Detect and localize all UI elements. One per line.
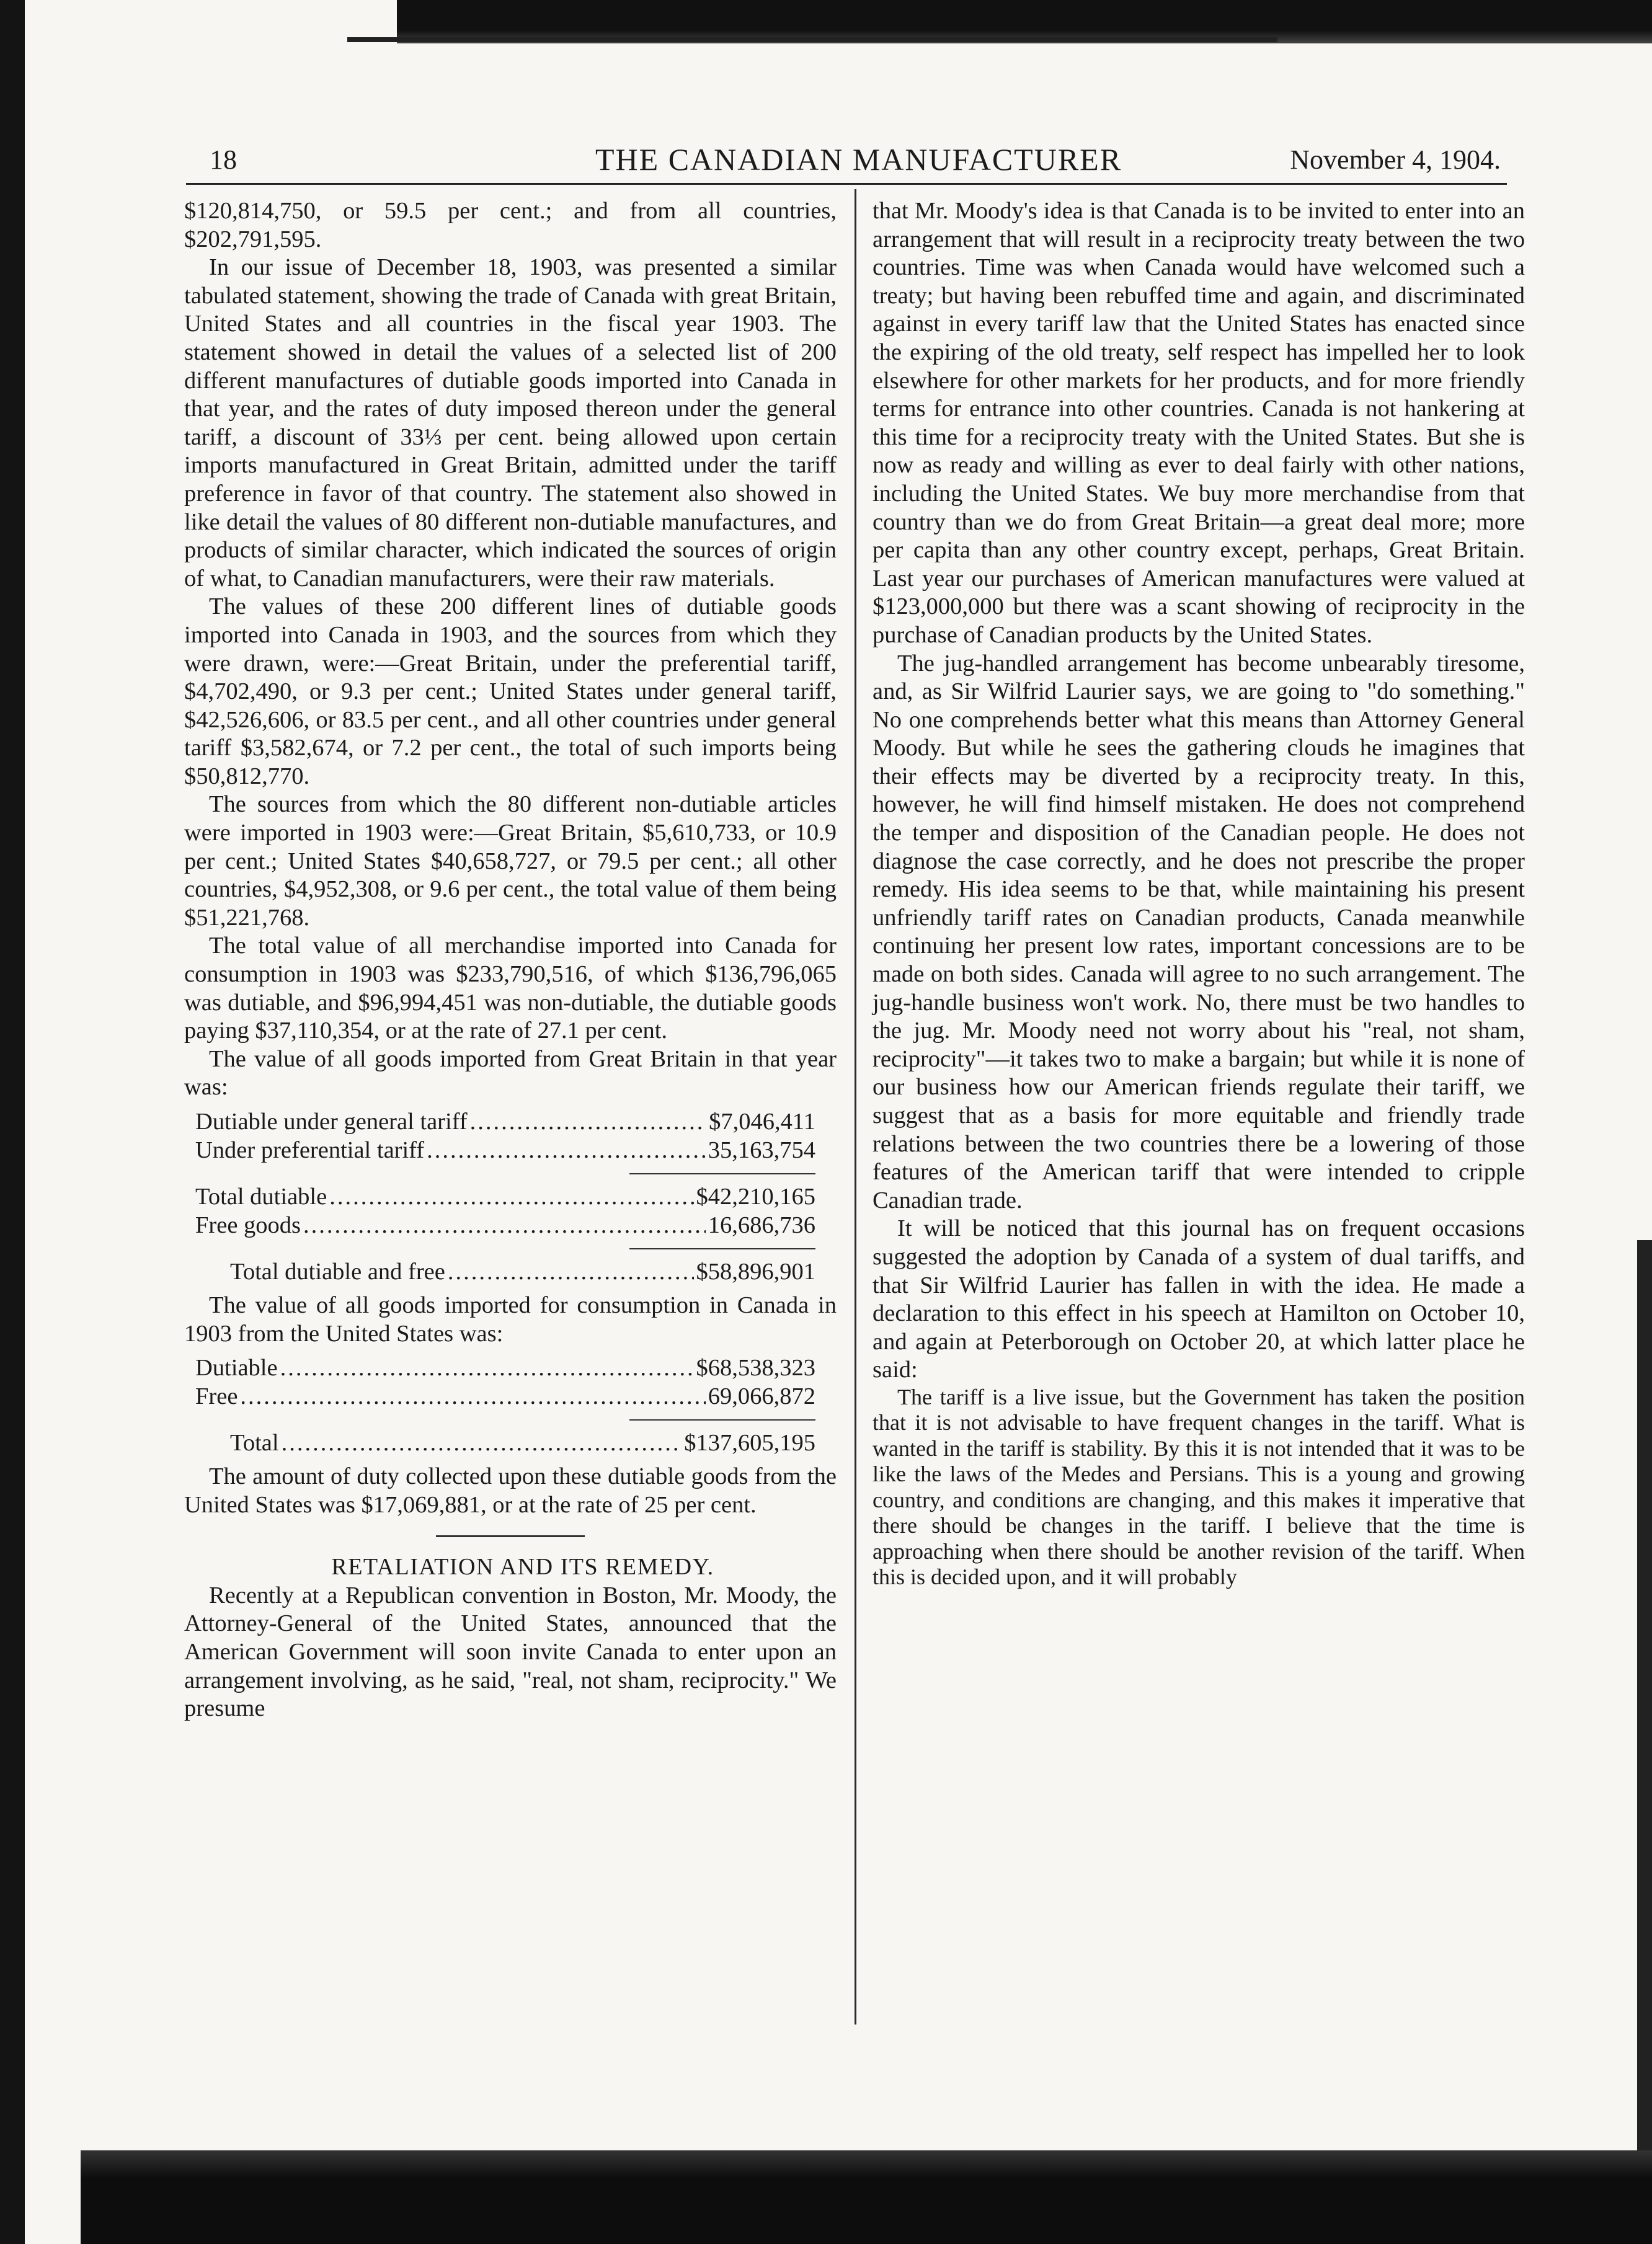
paragraph: The values of these 200 different lines of dutiable goods imported into Canada in 1903, and the sources from which they were drawn, were:—Great Britain, under the preferential tariff, $4,702,490, or 9.3 per cent.; United States under general tariff, $42,526,606, or 83.5 per cent., and all other countries under general tariff $3,582,674, or 7.2 per cent., the total of such imports being $50,812,770. <box>184 593 837 789</box>
row-value: 35,163,754 <box>708 1137 815 1163</box>
table-row <box>195 1108 815 1137</box>
paragraph: The total value of all merchandise imported into Canada for consumption in 1903 was $233,790,516, of which $136,796,065 was dutiable, and $96,994,451 was non-dutiable, the dutiable goods paying $37,110,354, or at the rate of 27.1 per cent. <box>184 933 837 1044</box>
row-value: $58,896,901 <box>696 1259 815 1285</box>
paragraph: Recently at a Republican convention in Boston, Mr. Moody, the Attorney-General of the United States, announced that the American Government will soon invite Canada to enter upon an arrangement involving, as he said, "real, not sham, reciprocity." We presume <box>184 1582 837 1722</box>
paragraph: It will be noticed that this journal has on frequent occasions suggested the adoption by Canada of a system of dual tariffs, and that Sir Wilfrid Laurier has fallen in with the idea. He made a declaration to this effect in his speech at Hamilton on October 10, and again at Peterborough on October 20, at which latter place he said: <box>873 1215 1525 1383</box>
paragraph: The sources from which the 80 different non-dutiable articles were imported in 1903 were:—Great Britain, $5,610,733, or 10.9 per cent.; United States $40,658,727, or 79.5 per cent.; all other countries, $4,952,308, or 9.6 per cent., the total value of them being $51,221,768. <box>184 791 837 931</box>
header-rule <box>186 183 1507 185</box>
row-label: Free <box>195 1383 238 1409</box>
paragraph: In our issue of December 18, 1903, was presented a similar tabulated statement, showing the trade of Canada with great Britain, United States and all countries in the fiscal year 1903. The statement showed in detail the values of a selected list of 200 different manufactures of dutiable goods imported into Canada in that year, and the rates of duty imposed thereon under the general tariff, a discount of 33⅓ per cent. being allowed upon certain imports manufactured in Great Britain, admitted under the tariff preference in favor of that country. The statement also showed in like detail the values of 80 different non-dutiable manufactures, and products of similar character, which indicated the sources of origin of what, to Canadian manufacturers, were their raw materials. <box>184 254 837 592</box>
right-column <box>873 197 1525 1590</box>
paragraph: that Mr. Moody's idea is that Canada is to be invited to enter into an arrangement that will result in a reciprocity treaty between the two countries. Time was when Canada would have welcomed such a treaty; but having been rebuffed time and again, and discriminated against in every tariff law that the United States has enacted since the expiring of the old treaty, self respect has impelled her to look elsewhere for other markets for her products, and for more friendly terms for entrance into other countries. Canada is not hankering at this time for a reciprocity treaty with the United States. But she is now as ready and willing as ever to deal fairly with other nations, including the United States. We buy more merchandise from that country than we do from Great Britain—a great deal more; more per capita than any other country except, perhaps, Great Britain. Last year our purchases of American manufactures were valued at $123,000,000 but there was a scant showing of reciprocity in the purchase of Canadian products by the United States. <box>873 198 1525 648</box>
page-header <box>186 138 1507 181</box>
row-label: Dutiable under general tariff <box>195 1109 468 1135</box>
row-label: Total <box>230 1430 279 1457</box>
row-label: Total dutiable <box>195 1184 327 1210</box>
row-value: $137,605,195 <box>684 1430 815 1457</box>
row-label: Under preferential tariff <box>195 1137 425 1163</box>
scan-edge-left <box>0 0 25 2244</box>
sum-rule <box>629 1248 815 1249</box>
table-row <box>195 1212 815 1240</box>
table-row <box>195 1354 815 1383</box>
paragraph: $120,814,750, or 59.5 per cent.; and from all countries, $202,791,595. <box>184 198 837 252</box>
paragraph: The amount of duty collected upon these dutiable goods from the United States was $17,069,881, or at the rate of 25 per cent. <box>184 1463 837 1518</box>
table-row <box>195 1137 815 1165</box>
great-britain-imports-table <box>195 1108 815 1287</box>
left-column <box>184 197 837 1723</box>
issue-date: November 4, 1904. <box>1290 144 1501 175</box>
page-number: 18 <box>210 144 237 175</box>
row-value: $42,210,165 <box>696 1184 815 1210</box>
column-divider <box>855 189 856 2024</box>
publication-title: THE CANADIAN MANUFACTURER <box>595 142 1122 177</box>
row-value: 69,066,872 <box>708 1383 815 1409</box>
table-row <box>195 1183 815 1212</box>
paragraph: The value of all goods imported for consumption in Canada in 1903 from the United States was: <box>184 1292 837 1347</box>
scan-edge-bottom <box>81 2150 1652 2244</box>
scan-edge-right <box>1637 1240 1652 2244</box>
sum-rule <box>629 1419 815 1421</box>
paragraph: The value of all goods imported from Great Britain in that year was: <box>184 1045 837 1101</box>
section-separator <box>436 1535 585 1537</box>
row-value: $7,046,411 <box>709 1109 815 1135</box>
table-row <box>195 1383 815 1411</box>
sum-rule <box>629 1173 815 1174</box>
article-heading: RETALIATION AND ITS REMEDY. <box>331 1554 714 1581</box>
row-label: Free goods <box>195 1212 301 1238</box>
paragraph: The jug-handled arrangement has become unbearably tiresome, and, as Sir Wilfrid Laurier says, we are going to "do something." No one comprehends better what this means than Attorney General Moody. But while he sees the gathering clouds he imagines that their effects may be diverted by a reciprocity treaty. In this, however, he will find himself mistaken. He does not comprehend the temper and disposition of the Canadian people. He does not diagnose the case correctly, and he does not prescribe the proper remedy. His idea seems to be that, while maintaining his present unfriendly tariff rates on Canadian products, Canada meanwhile continuing her present low rates, important concessions are to be made on both sides. Canada will agree to no such arrangement. The jug-handle business won't work. No, there must be two handles to the jug. Mr. Moody need not worry about his "real, not sham, reciprocity"—it takes two to make a bargain; but while it is none of our business how our American friends regulate their tariff, we suggest that as a basis for more equitable and friendly trade relations between the two countries there be a lowering of those features of the American tariff that were intended to cripple Canadian trade. <box>873 650 1525 1213</box>
row-value: $68,538,323 <box>696 1355 815 1381</box>
united-states-imports-table <box>195 1354 815 1458</box>
table-row <box>195 1258 815 1287</box>
scan-edge-top-line <box>347 37 1277 42</box>
table-row <box>195 1429 815 1458</box>
row-label: Total dutiable and free <box>230 1259 445 1285</box>
quoted-speech <box>873 1385 1525 1590</box>
row-value: 16,686,736 <box>708 1212 815 1238</box>
quote-paragraph: The tariff is a live issue, but the Government has taken the position that it is not advisable to have frequent changes in the tariff. What is wanted in the tariff is stability. By this it is not intended that it was to be like the laws of the Medes and Persians. This is a young and growing country, and conditions are changing, and this makes it imperative that there should be changes in the tariff. I believe that the time is approaching when there should be another revision of the tariff. When this is decided upon, and it will probably <box>873 1384 1525 1590</box>
row-label: Dutiable <box>195 1355 278 1381</box>
